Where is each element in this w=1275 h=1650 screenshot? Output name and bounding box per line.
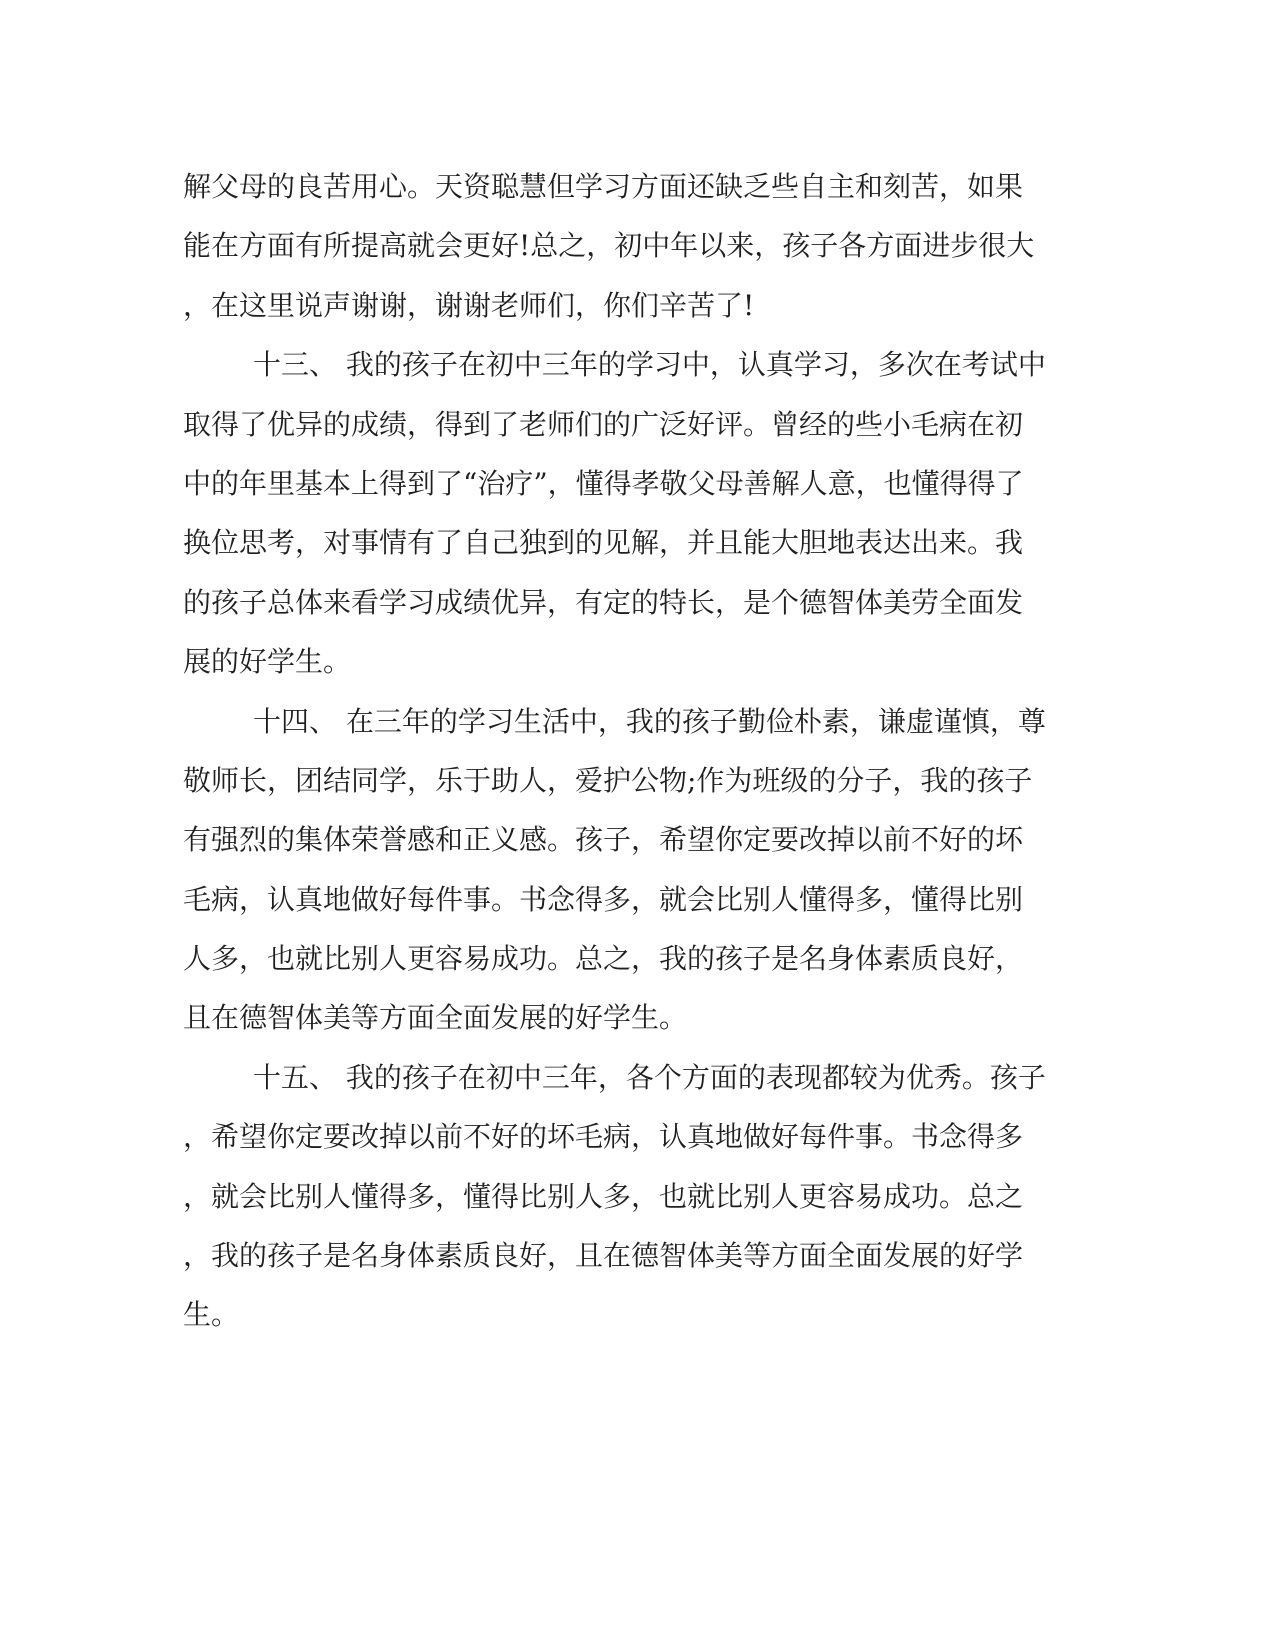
paragraph-13-first-line: 十三、 我的孩子在初中三年的学习中，认真学习，多次在考试中	[253, 348, 1046, 382]
paragraph-15-first-line: 十五、 我的孩子在初中三年，各个方面的表现都较为优秀。孩子	[253, 1060, 1046, 1094]
text-line: 换位思考，对事情有了自己独到的见解，并且能大胆地表达出来。我	[183, 526, 1024, 560]
text-line: 敬师长，团结同学，乐于助人，爱护公物;作为班级的分子，我的孩子	[183, 763, 1033, 797]
text-line: 毛病，认真地做好每件事。书念得多，就会比别人懂得多，懂得比别	[183, 882, 1024, 916]
text-line: 中的年里基本上得到了“治疗”，懂得孝敬父母善解人意，也懂得得了	[183, 466, 1024, 500]
text-line: ，在这里说声谢谢，谢谢老师们，你们辛苦了!	[183, 288, 755, 322]
text-line: 取得了优异的成绩，得到了老师们的广泛好评。曾经的些小毛病在初	[183, 407, 1024, 441]
text-line: 解父母的良苦用心。天资聪慧但学习方面还缺乏些自主和刻苦，如果	[183, 170, 1024, 203]
text-line: 的孩子总体来看学习成绩优异，有定的特长，是个德智体美劳全面发	[183, 585, 1024, 619]
text-line: 且在德智体美等方面全面发展的好学生。	[183, 1001, 688, 1035]
text-line: 人多，也就比别人更容易成功。总之，我的孩子是名身体素质良好，	[183, 942, 1024, 976]
document-body	[183, 157, 1063, 1345]
text-line: ，就会比别人懂得多，懂得比别人多，也就比别人更容易成功。总之	[183, 1179, 1024, 1213]
text-line: 展的好学生。	[183, 645, 352, 679]
text-line: 生。	[183, 1298, 240, 1332]
text-line: 能在方面有所提高就会更好!总之，初中年以来，孩子各方面进步很大	[183, 229, 1035, 263]
paragraph-14-first-line: 十四、 在三年的学习生活中，我的孩子勤俭朴素，谦虚谨慎，尊	[253, 704, 1046, 738]
text-line: 有强烈的集体荣誉感和正义感。孩子，希望你定要改掉以前不好的坏	[183, 823, 1024, 857]
text-line: ，我的孩子是名身体素质良好，且在德智体美等方面全面发展的好学	[183, 1239, 1024, 1273]
text-line: ，希望你定要改掉以前不好的坏毛病，认真地做好每件事。书念得多	[183, 1120, 1024, 1154]
